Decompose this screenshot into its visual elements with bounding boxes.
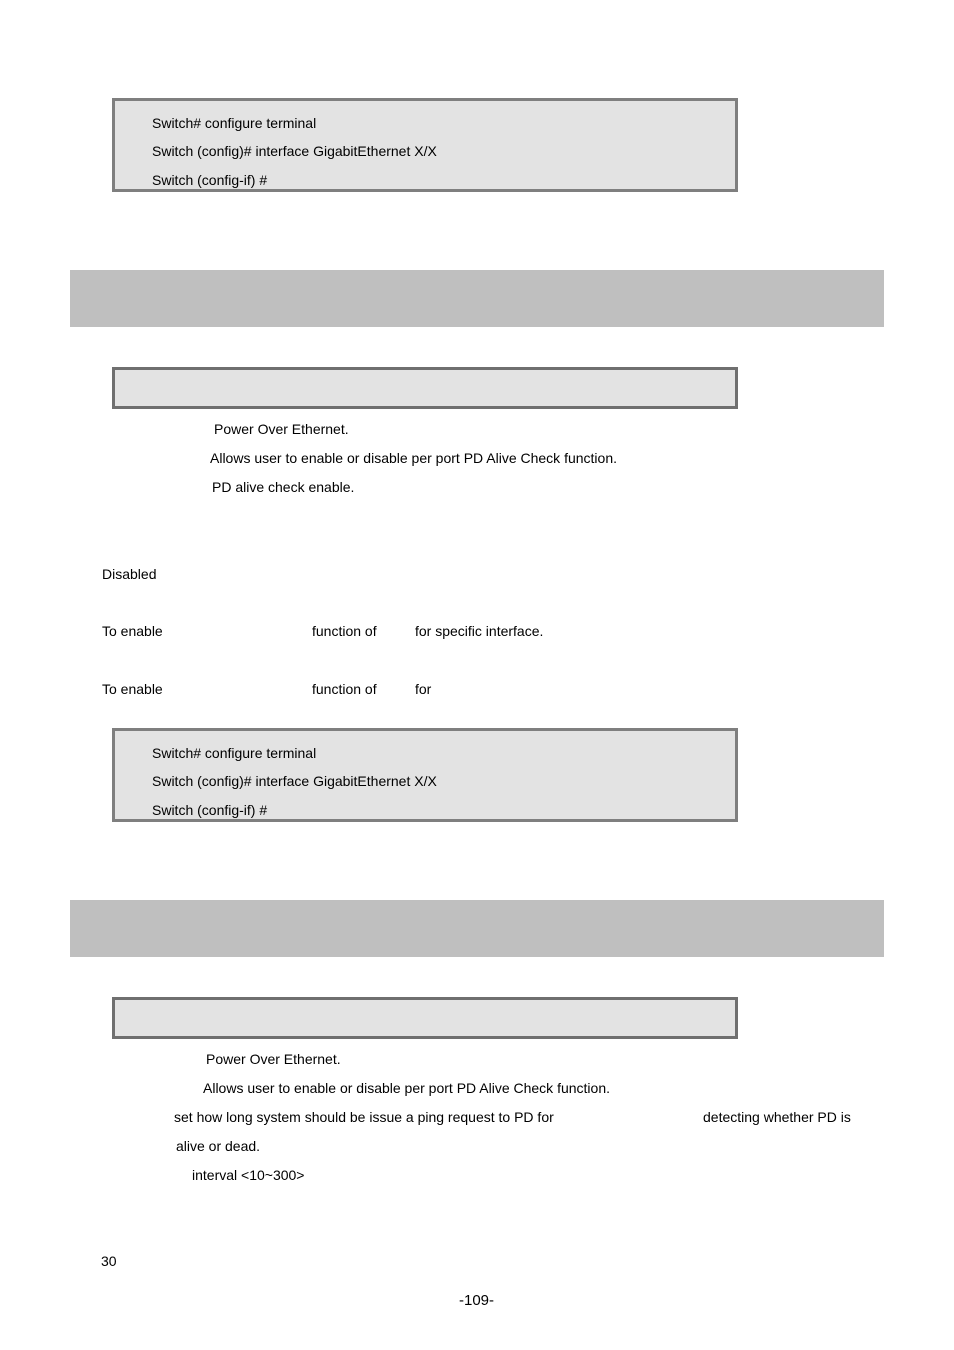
default-value: Disabled: [102, 566, 157, 582]
command-syntax-box: [112, 997, 738, 1039]
usage-text: function of: [312, 681, 377, 697]
mode-text: Power Over Ethernet.: [214, 421, 349, 437]
code-line: Switch (config-if) #: [152, 802, 268, 818]
usage-text: To enable: [102, 681, 163, 697]
parameter-text: alive or dead.: [176, 1138, 261, 1154]
usage-text: To enable: [102, 623, 163, 639]
default-value: 30: [101, 1253, 117, 1269]
parameter-text: detecting whether PD is: [703, 1109, 851, 1125]
parameter-text: set how long system should be issue a ping request to PD for: [174, 1109, 554, 1125]
code-line: Switch# configure terminal: [152, 745, 317, 761]
description-text: Allows user to enable or disable per port PD Alive Check function.: [203, 1080, 610, 1096]
section-heading-band: [70, 270, 884, 327]
description-text: Allows user to enable or disable per port PD Alive Check function.: [210, 450, 617, 466]
code-line: Switch (config)# interface GigabitEthernet X/X: [152, 143, 437, 159]
example-code-box-top: [112, 98, 738, 192]
usage-text: for specific interface.: [415, 623, 544, 639]
parameter-range: interval <10~300>: [192, 1167, 305, 1183]
example-code-box: [112, 728, 738, 822]
page-number: -109-: [459, 1292, 495, 1309]
code-line: Switch (config)# interface GigabitEthernet X/X: [152, 773, 437, 789]
code-line: Switch (config-if) #: [152, 172, 268, 188]
section-heading-band: [70, 900, 884, 957]
usage-text: for: [415, 681, 432, 697]
usage-text: function of: [312, 623, 377, 639]
mode-text: Power Over Ethernet.: [206, 1051, 341, 1067]
command-syntax-box: [112, 367, 738, 409]
parameter-text: PD alive check enable.: [212, 479, 355, 495]
code-line: Switch# configure terminal: [152, 115, 317, 131]
